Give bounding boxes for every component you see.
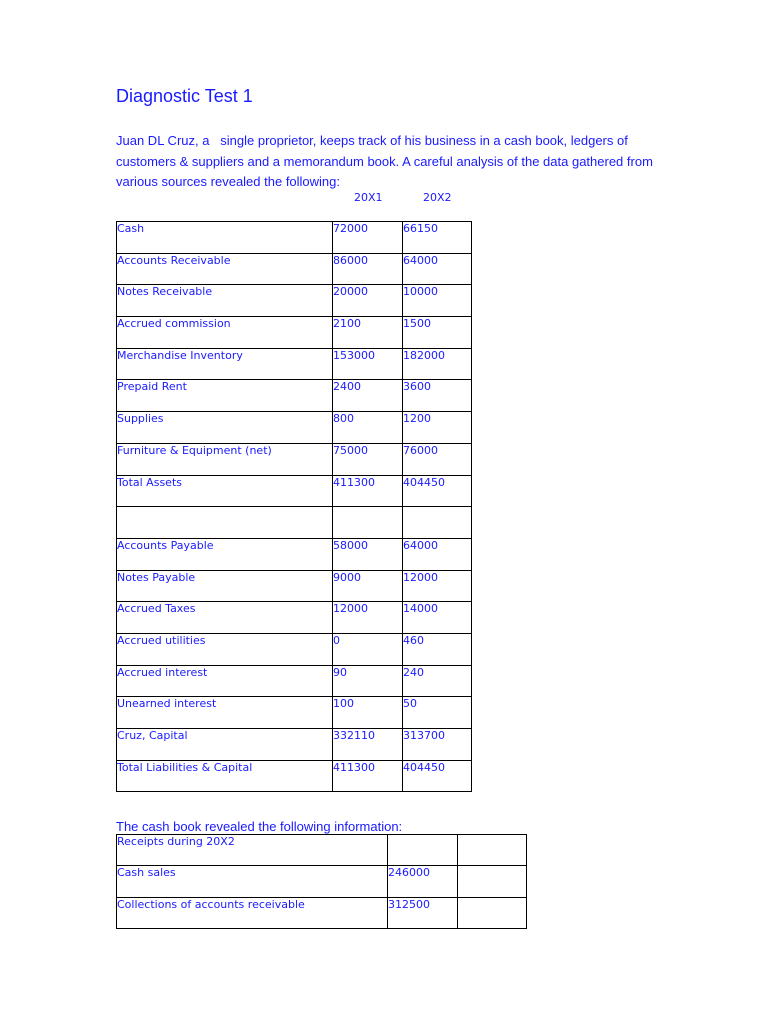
page-title: Diagnostic Test 1 bbox=[116, 86, 253, 106]
balance-row-y1: 411300 bbox=[333, 475, 403, 507]
cash-row-extra bbox=[458, 866, 527, 897]
balance-row bbox=[117, 633, 472, 665]
balance-row bbox=[117, 285, 472, 317]
balance-row-y1: 2400 bbox=[333, 380, 403, 412]
balance-row-label: Supplies bbox=[117, 412, 333, 444]
balance-row-label: Accrued utilities bbox=[117, 633, 333, 665]
balance-row bbox=[117, 475, 472, 507]
balance-row-y1: 153000 bbox=[333, 348, 403, 380]
cash-row-amount: 246000 bbox=[388, 866, 458, 897]
balance-row-label: Accrued interest bbox=[117, 665, 333, 697]
balance-row-label bbox=[117, 507, 333, 539]
balance-row-y2: 313700 bbox=[403, 729, 472, 761]
balance-row bbox=[117, 602, 472, 634]
balance-row-label: Accrued commission bbox=[117, 317, 333, 349]
balance-row-y2: 1500 bbox=[403, 317, 472, 349]
balance-row bbox=[117, 380, 472, 412]
balance-row-y1 bbox=[333, 507, 403, 539]
cash-row-amount: 312500 bbox=[388, 897, 458, 928]
balance-row-y1: 411300 bbox=[333, 760, 403, 792]
balance-row-label: Unearned interest bbox=[117, 697, 333, 729]
balance-row-y2: 76000 bbox=[403, 443, 472, 475]
balance-row-y2: 182000 bbox=[403, 348, 472, 380]
balance-row-label: Accrued Taxes bbox=[117, 602, 333, 634]
cash-book-intro: The cash book revealed the following information: bbox=[116, 819, 403, 834]
cash-row-amount bbox=[388, 835, 458, 866]
cash-row-label: Collections of accounts receivable bbox=[117, 897, 388, 928]
balance-row-label: Total Liabilities & Capital bbox=[117, 760, 333, 792]
balance-row-y2: 50 bbox=[403, 697, 472, 729]
balance-row bbox=[117, 538, 472, 570]
balance-row-y2 bbox=[403, 507, 472, 539]
balance-row-y1: 100 bbox=[333, 697, 403, 729]
balance-row-y1: 9000 bbox=[333, 570, 403, 602]
balance-row-y2: 64000 bbox=[403, 538, 472, 570]
cash-row bbox=[117, 897, 527, 928]
balance-row-y1: 800 bbox=[333, 412, 403, 444]
balance-row-label: Notes Payable bbox=[117, 570, 333, 602]
cash-row-extra bbox=[458, 835, 527, 866]
balance-row-y2: 404450 bbox=[403, 475, 472, 507]
cash-row bbox=[117, 866, 527, 897]
balance-row-label: Cash bbox=[117, 222, 333, 254]
balance-row-y2: 12000 bbox=[403, 570, 472, 602]
balance-row-label: Accounts Receivable bbox=[117, 253, 333, 285]
balance-row-y1: 12000 bbox=[333, 602, 403, 634]
balance-row-y2: 10000 bbox=[403, 285, 472, 317]
balance-row-label: Total Assets bbox=[117, 475, 333, 507]
balance-row-y2: 3600 bbox=[403, 380, 472, 412]
balance-row-y1: 72000 bbox=[333, 222, 403, 254]
balance-row bbox=[117, 507, 472, 539]
balance-table bbox=[116, 221, 472, 792]
balance-row bbox=[117, 665, 472, 697]
balance-row bbox=[117, 253, 472, 285]
column-header-20x1: 20X1 bbox=[354, 191, 383, 204]
balance-row-label: Cruz, Capital bbox=[117, 729, 333, 761]
intro-paragraph: Juan DL Cruz, a single proprietor, keeps track of his business in a cash book, ledgers of customers & suppliers and a memorandum book. A careful analysis of the data gathered from various sources revealed the following: bbox=[116, 133, 657, 189]
balance-row-y1: 332110 bbox=[333, 729, 403, 761]
balance-row-y2: 240 bbox=[403, 665, 472, 697]
balance-row-y2: 460 bbox=[403, 633, 472, 665]
balance-row-y2: 404450 bbox=[403, 760, 472, 792]
balance-row-y2: 14000 bbox=[403, 602, 472, 634]
cash-row-label: Cash sales bbox=[117, 866, 388, 897]
balance-row-y1: 58000 bbox=[333, 538, 403, 570]
cash-row bbox=[117, 835, 527, 866]
balance-row bbox=[117, 570, 472, 602]
balance-row-y2: 1200 bbox=[403, 412, 472, 444]
balance-row bbox=[117, 317, 472, 349]
balance-row-y1: 90 bbox=[333, 665, 403, 697]
balance-row-y2: 66150 bbox=[403, 222, 472, 254]
cash-row-extra bbox=[458, 897, 527, 928]
balance-row-y1: 86000 bbox=[333, 253, 403, 285]
balance-row bbox=[117, 222, 472, 254]
balance-row bbox=[117, 729, 472, 761]
balance-row-label: Merchandise Inventory bbox=[117, 348, 333, 380]
balance-row-y2: 64000 bbox=[403, 253, 472, 285]
balance-row bbox=[117, 348, 472, 380]
balance-row-label: Furniture & Equipment (net) bbox=[117, 443, 333, 475]
balance-row-y1: 0 bbox=[333, 633, 403, 665]
balance-row bbox=[117, 697, 472, 729]
balance-row bbox=[117, 760, 472, 792]
balance-row-y1: 2100 bbox=[333, 317, 403, 349]
balance-row-y1: 75000 bbox=[333, 443, 403, 475]
balance-row-label: Notes Receivable bbox=[117, 285, 333, 317]
cash-row-label: Receipts during 20X2 bbox=[117, 835, 388, 866]
balance-row-label: Prepaid Rent bbox=[117, 380, 333, 412]
cash-book-table bbox=[116, 834, 527, 929]
balance-row bbox=[117, 412, 472, 444]
balance-row-y1: 20000 bbox=[333, 285, 403, 317]
column-header-20x2: 20X2 bbox=[423, 191, 452, 204]
balance-row bbox=[117, 443, 472, 475]
balance-row-label: Accounts Payable bbox=[117, 538, 333, 570]
